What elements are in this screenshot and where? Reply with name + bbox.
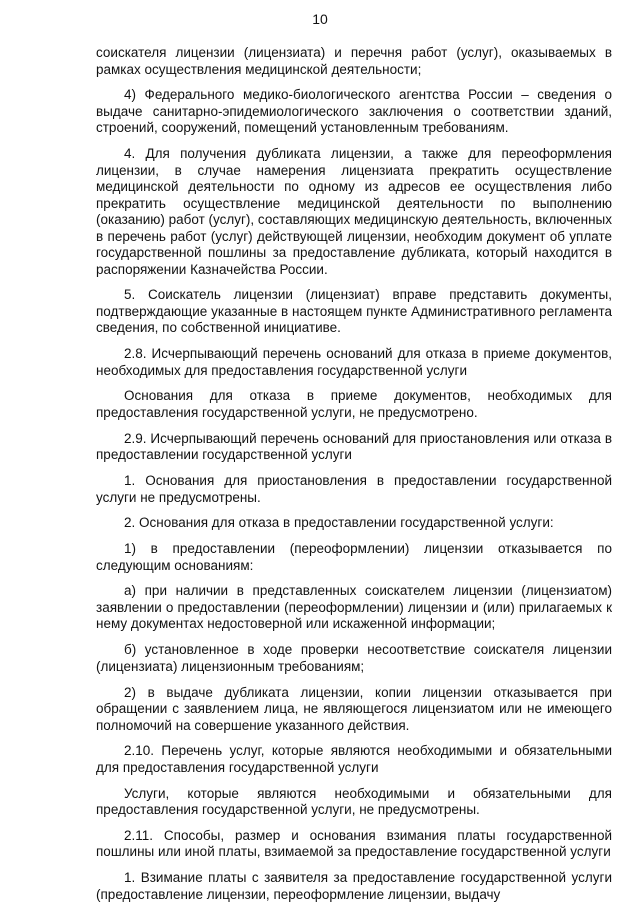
page-number: 10 [312,11,328,27]
paragraph-services-not-provided: Услуги, которые являются необходимыми и обязательными для предоставления государственной услуги, не предусмотрены. [96,785,612,818]
paragraph-fee-collection: 1. Взимание платы с заявителя за предоставление государственной услуги (предоставление лицензии, переоформление лицензии, выдачу [96,870,612,902]
section-heading-2-9: 2.9. Исчерпывающий перечень оснований для приостановления или отказа в предоставлении государственной услуги [96,430,612,463]
paragraph-continuation: соискателя лицензии (лицензиата) и перечня работ (услуг), оказываемых в рамках осуществления медицинской деятельности; [96,45,612,77]
list-item-a: а) при наличии в представленных соискателем лицензии (лицензиатом) заявлении о предоставлении (переоформлении) лицензии и (или) прилагаемых к нему документах недостоверной или искаженной информации; [96,583,612,632]
section-heading-2-10: 2.10. Перечень услуг, которые являются необходимыми и обязательными для предоставления государственной услуги [96,743,612,775]
section-heading-2-8: 2.8. Исчерпывающий перечень оснований для отказа в приеме документов, необходимых для предоставления государственной услуги [96,346,612,378]
section-heading-2-11: 2.11. Способы, размер и основания взимания платы государственной пошлины или иной платы, взимаемой за предоставление государственной услуги [96,827,612,860]
list-item-1: 1) в предоставлении (переоформлении) лицензии отказывается по следующим основаниям: [96,541,612,573]
paragraph-fmba-info: 4) Федерального медико-биологического агентства России – сведения о выдаче санитарно-эпидемиологического заключения о соответствии зданий, строений, сооружений, помещений установленным требованиям. [96,87,612,136]
paragraph-duplicate-license: 4. Для получения дубликата лицензии, а также для переоформления лицензии, в случае намерения лицензиата прекратить осуществление медицинской деятельности по одному из адресов ее осуществления либо прекратить осуществление медицинской деятельности по выполнению (оказанию) работ (услуг), составляющих медицинскую деятельность, включенных в перечень работ (услуг) действующей лицензии, необходим документ об уплате государственной пошлины за предоставление дубликата, который находится в распоряжении Казначейства России. [96,146,612,277]
paragraph-refusal-grounds: 2. Основания для отказа в предоставлении государственной услуги: [124,515,554,531]
list-item-b: б) установленное в ходе проверки несоответствие соискателя лицензии (лицензиата) лицензионным требованиям; [96,642,612,674]
paragraph-no-suspension: 1. Основания для приостановления в предоставлении государственной услуги не предусмотрены. [96,473,612,505]
document-body [96,45,612,913]
list-item-2: 2) в выдаче дубликата лицензии, копии лицензии отказывается при обращении с заявлением лица, не являющегося лицензиатом или не имеющего полномочий на совершение указанного действия. [96,684,612,733]
paragraph-no-grounds-refusal: Основания для отказа в приеме документов, необходимых для предоставления государственной услуги, не предусмотрено. [96,388,612,420]
paragraph-own-initiative: 5. Соискатель лицензии (лицензиат) вправе представить документы, подтверждающие указанные в настоящем пункте Административного регламента сведения, по собственной инициативе. [96,287,612,336]
